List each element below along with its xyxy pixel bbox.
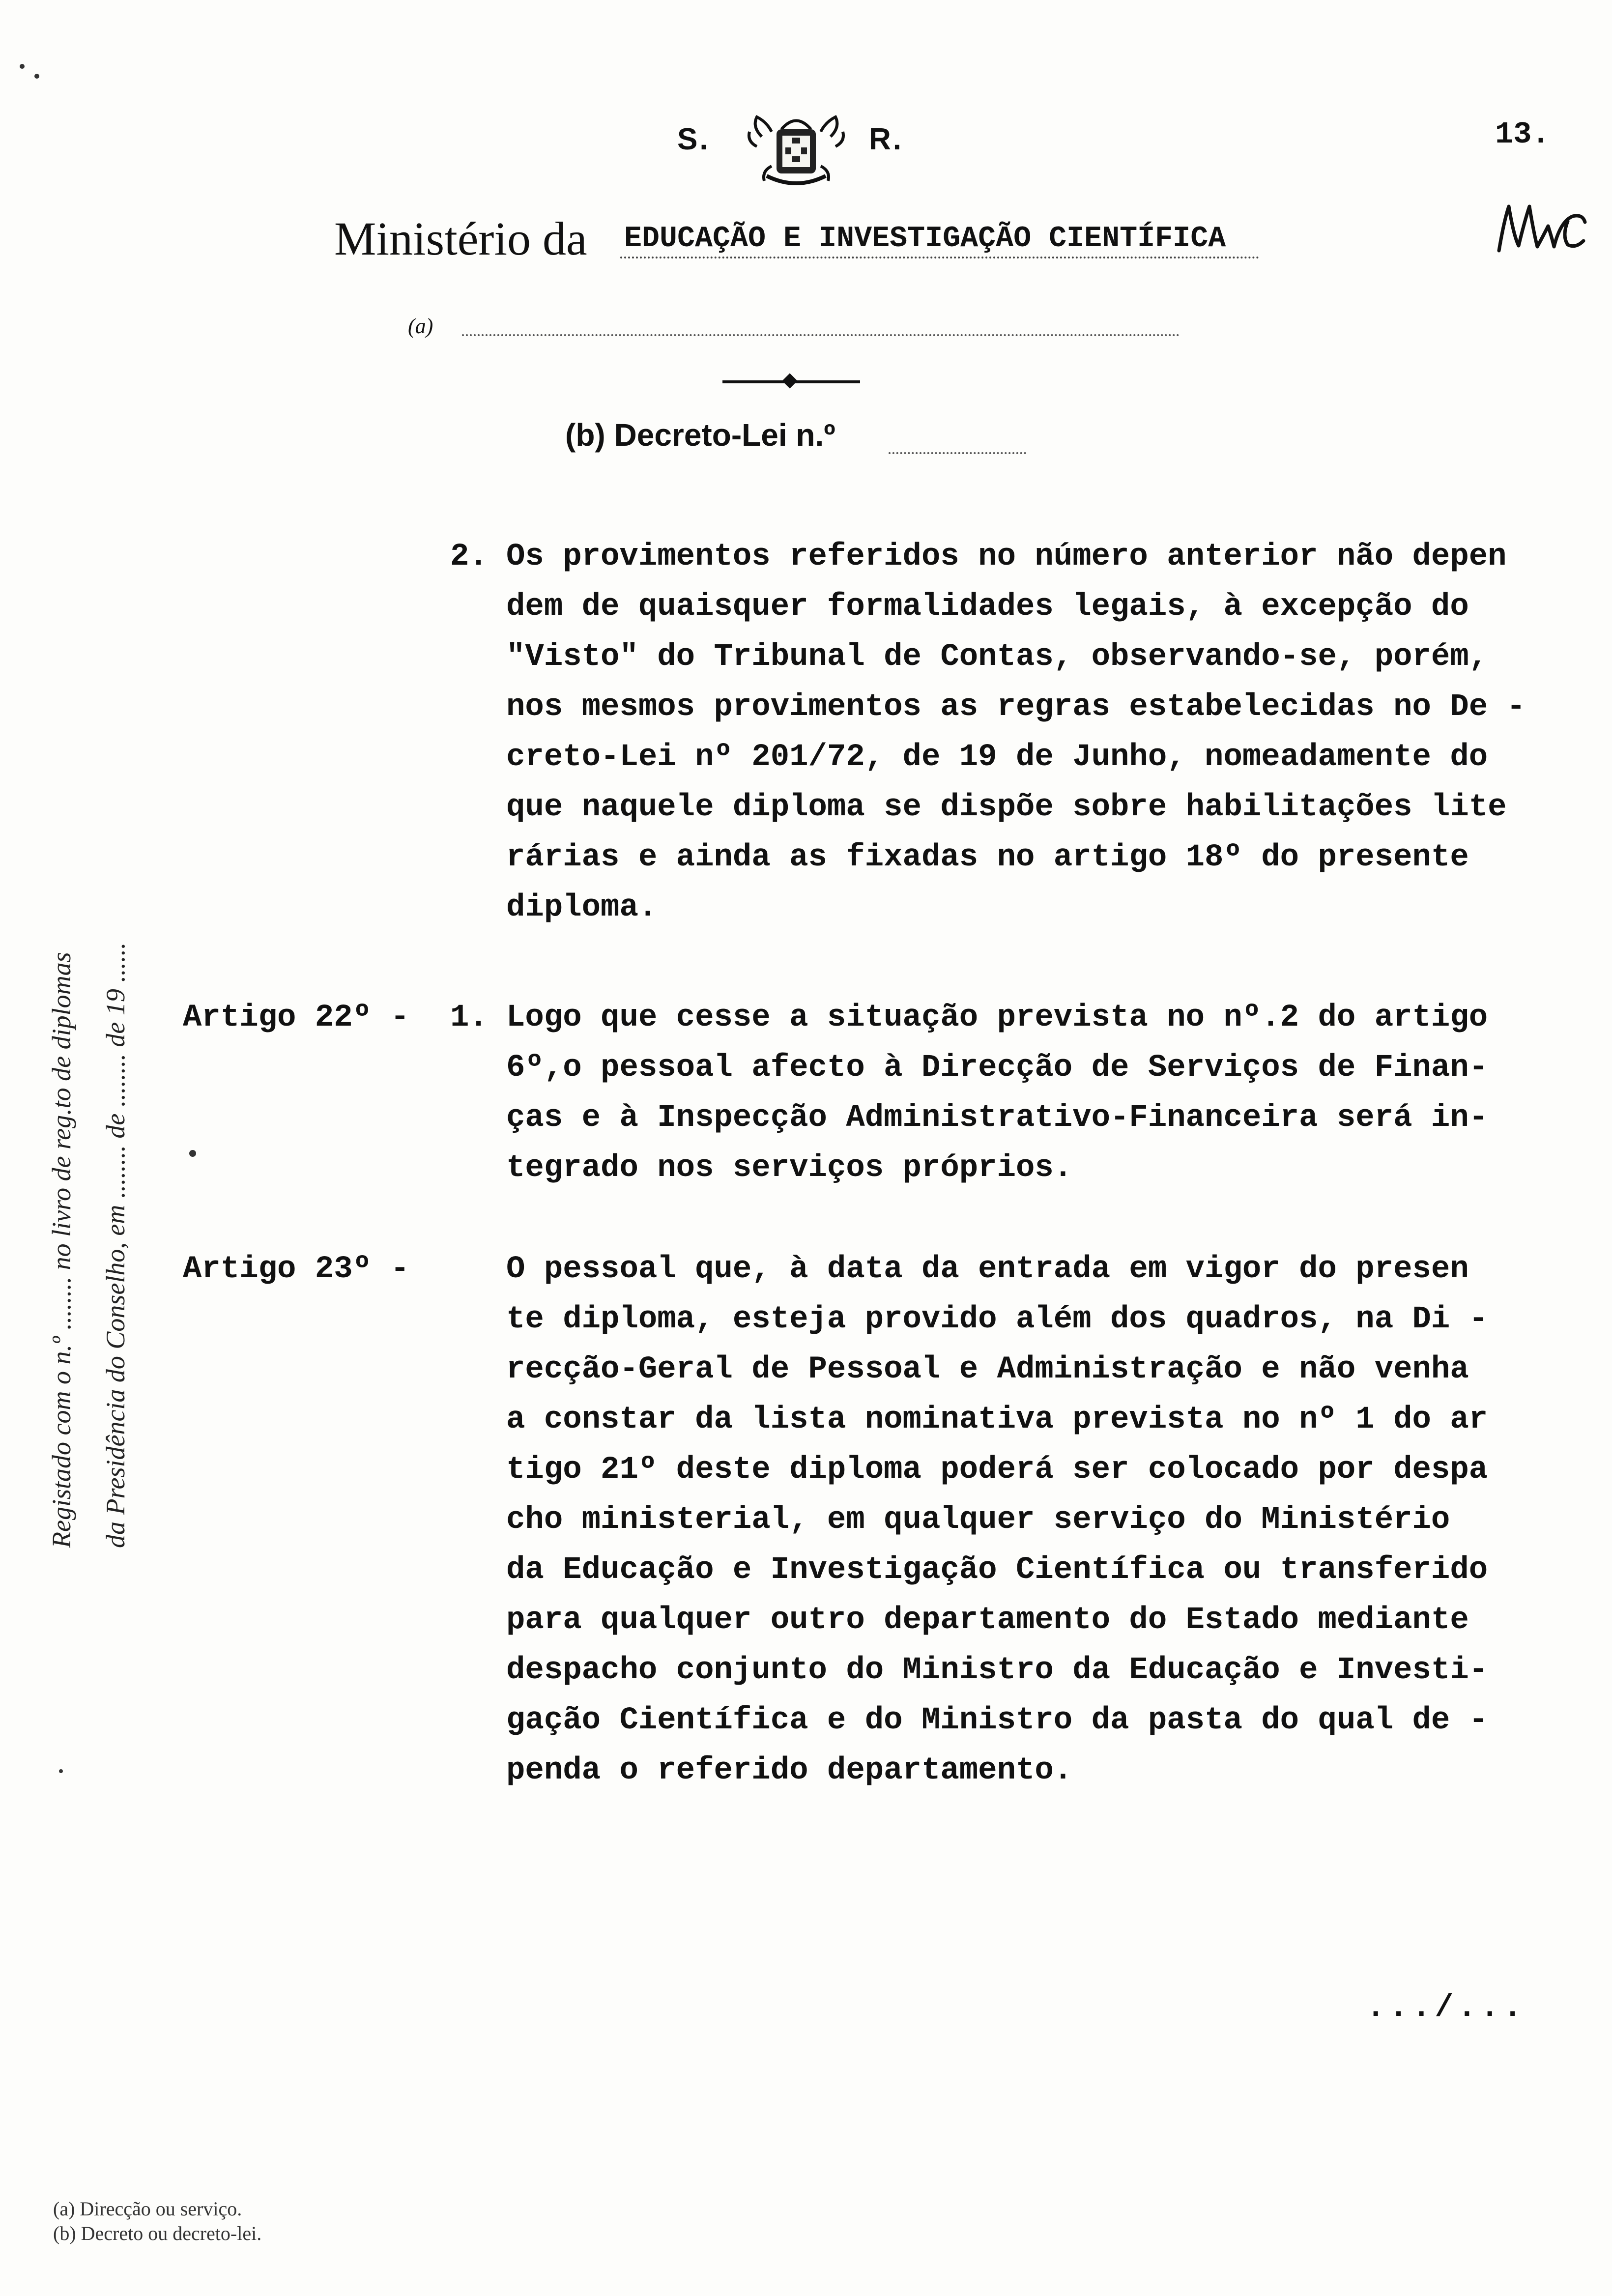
text-line: "Visto" do Tribunal de Contas, observando-se, porém, — [506, 639, 1488, 675]
text-line: cho ministerial, em qualquer serviço do Ministério — [506, 1502, 1450, 1538]
text-line: a constar da lista nominativa prevista no nº 1 do ar — [506, 1402, 1488, 1437]
text-line: tegrado nos serviços próprios. — [506, 1150, 1073, 1186]
text-line: te diploma, esteja provido além dos quadros, na Di - — [506, 1302, 1488, 1337]
footnote-a: (a) Direcção ou serviço. — [53, 2198, 242, 2220]
text-line: rárias e ainda as fixadas no artigo 18º do presente — [506, 840, 1469, 875]
text-line: para qualquer outro departamento do Estado mediante — [506, 1603, 1469, 1638]
article-body — [506, 993, 1488, 1193]
text-line: que naquele diploma se dispõe sobre habilitações lite — [506, 790, 1507, 825]
paragraph-body — [506, 532, 1526, 933]
text-line: recção-Geral de Pessoal e Administração e não venha — [506, 1352, 1469, 1387]
text-line: creto-Lei nº 201/72, de 19 de Junho, nomeadamente do — [506, 740, 1488, 775]
margin-registration — [34, 624, 162, 1548]
article-label: Artigo 23º - — [183, 1252, 409, 1287]
text-line: despacho conjunto do Ministro da Educação e Investi- — [506, 1653, 1488, 1688]
decree-label: (b) Decreto-Lei n.º — [565, 417, 835, 453]
page-number: 13. — [1495, 117, 1550, 152]
text-line: diploma. — [506, 890, 658, 925]
article-body — [506, 1244, 1488, 1796]
text-line: da Educação e Investigação Científica ou transferido — [506, 1552, 1488, 1588]
text-line: nos mesmos provimentos as regras estabelecidas no De - — [506, 689, 1526, 725]
text-line: penda o referido departamento. — [506, 1753, 1073, 1788]
scan-speck — [34, 74, 39, 79]
ministry-prefix: Ministério da — [334, 212, 587, 265]
paragraph-number: 2. — [450, 539, 488, 574]
divider-diamond-icon — [782, 373, 797, 388]
text-line: ças e à Inspecção Administrativo-Financeira será in- — [506, 1100, 1488, 1136]
paragraph-number: 1. — [450, 1000, 488, 1035]
text-line: gação Científica e do Ministro da pasta do qual de - — [506, 1703, 1488, 1738]
footnote-b: (b) Decreto ou decreto-lei. — [53, 2222, 262, 2244]
text-line: Os provimentos referidos no número anterior não depen — [506, 539, 1507, 574]
text-line: 6º,o pessoal afecto à Direcção de Serviços de Finan- — [506, 1050, 1488, 1086]
article-label: Artigo 22º - — [183, 1000, 409, 1035]
text-line: Logo que cesse a situação prevista no nº.2 do artigo — [506, 1000, 1488, 1035]
field-a-line — [462, 334, 1180, 336]
decree-number-line — [889, 452, 1026, 454]
handwritten-initials — [1494, 192, 1587, 265]
ministry-underline — [620, 257, 1259, 258]
scan-speck — [20, 64, 25, 69]
ministry-name: EDUCAÇÃO E INVESTIGAÇÃO CIENTÍFICA — [624, 222, 1226, 256]
header-letter-s: S. — [677, 122, 710, 156]
footnotes — [53, 2197, 261, 2246]
coat-of-arms-icon — [747, 107, 845, 191]
scan-speck — [189, 1150, 196, 1157]
text-line: dem de quaisquer formalidades legais, à excepção do — [506, 589, 1469, 625]
margin-line-2: da Presidência do Conselho, em ........ de ........ de 19 ...... — [101, 942, 130, 1548]
margin-line-1: Registado com o n.º ........ no livro de reg.to de diplomas — [47, 952, 76, 1548]
continuation-mark: .../... — [1366, 1990, 1526, 2026]
text-line: tigo 21º deste diploma poderá ser colocado por despa — [506, 1452, 1488, 1488]
scan-speck — [59, 1769, 63, 1773]
label-a: (a) — [408, 314, 433, 338]
text-line: O pessoal que, à data da entrada em vigor do presen — [506, 1252, 1469, 1287]
header-letter-r: R. — [869, 122, 903, 156]
